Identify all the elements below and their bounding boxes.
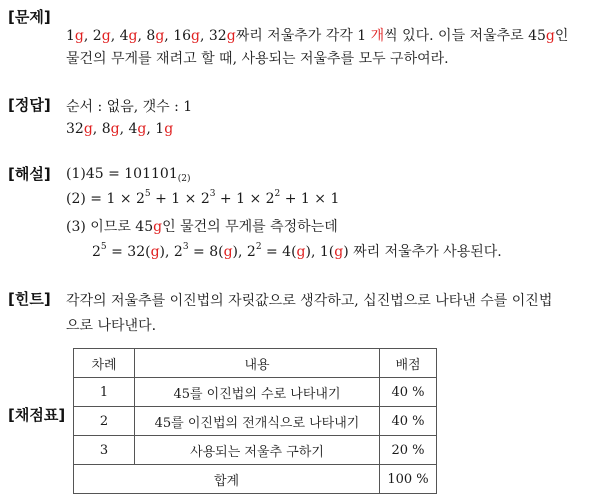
unit-g: g — [153, 219, 163, 235]
unit-g: g — [83, 121, 93, 137]
section-label-explanation: [해설] — [8, 165, 51, 183]
table-cell: 40 % — [380, 378, 437, 407]
unit-g: g — [137, 121, 147, 137]
explanation-text: (3) 이므로 45 — [66, 219, 154, 235]
unit-g: g — [226, 28, 236, 44]
explanation-text: 짜리 저울추가 사용된다. — [353, 244, 502, 260]
math-text: = 4( — [261, 244, 297, 260]
weight-value: 32 — [208, 28, 227, 44]
unit-g: g — [110, 121, 120, 137]
problem-line-2: 물건의 무게를 재려고 할 때, 사용되는 저울추를 모두 구하여라. — [66, 51, 449, 67]
answer-value: 8 — [101, 121, 111, 137]
explanation-text: 인 물건의 무게를 측정하는데 — [162, 219, 338, 235]
section-label-problem: [문제] — [8, 8, 51, 26]
explanation-line-2 — [66, 191, 339, 207]
problem-text: 짜리 저울추가 각각 1 — [235, 28, 371, 44]
math-text: 2 — [92, 244, 101, 260]
explanation-line-4 — [92, 241, 502, 261]
hint-line-2: 으로 나타낸다. — [66, 318, 157, 334]
math-text: = 8( — [188, 244, 224, 260]
table-cell: 3 — [74, 436, 135, 465]
exponent: 3 — [209, 189, 216, 199]
math-text: ), 2 — [159, 244, 183, 260]
unit-g: g — [101, 28, 111, 44]
unit-g: g — [334, 244, 344, 260]
table-cell: 2 — [74, 407, 135, 436]
unit-g: g — [155, 28, 165, 44]
table-total-row — [74, 465, 437, 494]
total-label: 합계 — [74, 465, 380, 494]
math-text: ), 1( — [305, 244, 335, 260]
explanation-line-3 — [66, 216, 338, 236]
exponent: 5 — [100, 242, 107, 252]
weight-value: 8 — [146, 28, 156, 44]
section-label-grading: [채점표] — [8, 406, 66, 424]
table-cell: 40 % — [380, 407, 437, 436]
exponent: 3 — [182, 242, 189, 252]
grading-table — [73, 348, 437, 494]
math-text: ), 2 — [232, 244, 256, 260]
answer-value: 32 — [66, 121, 84, 137]
expansion-term: + 1 × 1 — [280, 191, 340, 207]
answer-value: 4 — [128, 121, 138, 137]
answer-value: 1 — [155, 121, 165, 137]
weight-value: 2 — [92, 28, 102, 44]
table-cell: 45를 이진법의 수로 나타내기 — [135, 378, 380, 407]
unit-g: g — [128, 28, 138, 44]
exponent: 2 — [274, 189, 281, 199]
table-cell: 45를 이진법의 전개식으로 나타내기 — [135, 407, 380, 436]
exponent: 2 — [255, 242, 262, 252]
unit-g: g — [296, 244, 306, 260]
section-label-answer: [정답] — [8, 96, 51, 114]
table-cell: 사용되는 저울추 구하기 — [135, 436, 380, 465]
table-cell: 1 — [74, 378, 135, 407]
table-cell: 20 % — [380, 436, 437, 465]
unit-g: g — [545, 28, 555, 44]
table-header-row — [74, 349, 437, 378]
answer-line-2: 32g, 8g, 4g, 1g — [66, 121, 174, 137]
table-header-cell: 내용 — [135, 349, 380, 378]
unit-g: g — [74, 28, 84, 44]
section-label-hint: [힌트] — [8, 290, 51, 308]
table-row — [74, 378, 437, 407]
math-text: ) — [343, 244, 349, 260]
unit-gae: 개 — [370, 28, 385, 44]
table-header-cell: 배점 — [380, 349, 437, 378]
problem-text: 씩 있다. 이들 저울추로 45 — [384, 28, 546, 44]
math-text: = 32( — [106, 244, 151, 260]
unit-g: g — [164, 121, 174, 137]
weight-value: 16 — [173, 28, 192, 44]
table-header-cell: 차례 — [74, 349, 135, 378]
expansion-term: + 1 × 2 — [150, 191, 210, 207]
weight-value: 1 — [66, 28, 75, 44]
expansion-term: (2) = 1 × 2 — [66, 191, 145, 207]
problem-line-1: 1g, 2g, 4g, 8g, 16g, 32g짜리 저울추가 각각 1 개씩 있다. 이들 저울추로 45g인 — [66, 28, 569, 44]
base-subscript: (2) — [177, 174, 191, 184]
problem-text: 인 — [554, 28, 569, 44]
expansion-term: + 1 × 2 — [215, 191, 275, 207]
explanation-line-1 — [66, 166, 190, 182]
unit-g: g — [150, 244, 160, 260]
table-row — [74, 407, 437, 436]
weight-value: 4 — [119, 28, 129, 44]
table-row — [74, 436, 437, 465]
total-value: 100 % — [380, 465, 437, 494]
exponent: 5 — [144, 189, 151, 199]
hint-line-1: 각각의 저울추를 이진법의 자릿값으로 생각하고, 십진법으로 나타낸 수를 이진법 — [66, 293, 553, 309]
binary-expression: (1)45 = 101101 — [66, 166, 178, 182]
unit-g: g — [191, 28, 200, 44]
answer-line-1: 순서 : 없음, 갯수 : 1 — [66, 99, 193, 115]
unit-g: g — [223, 244, 233, 260]
